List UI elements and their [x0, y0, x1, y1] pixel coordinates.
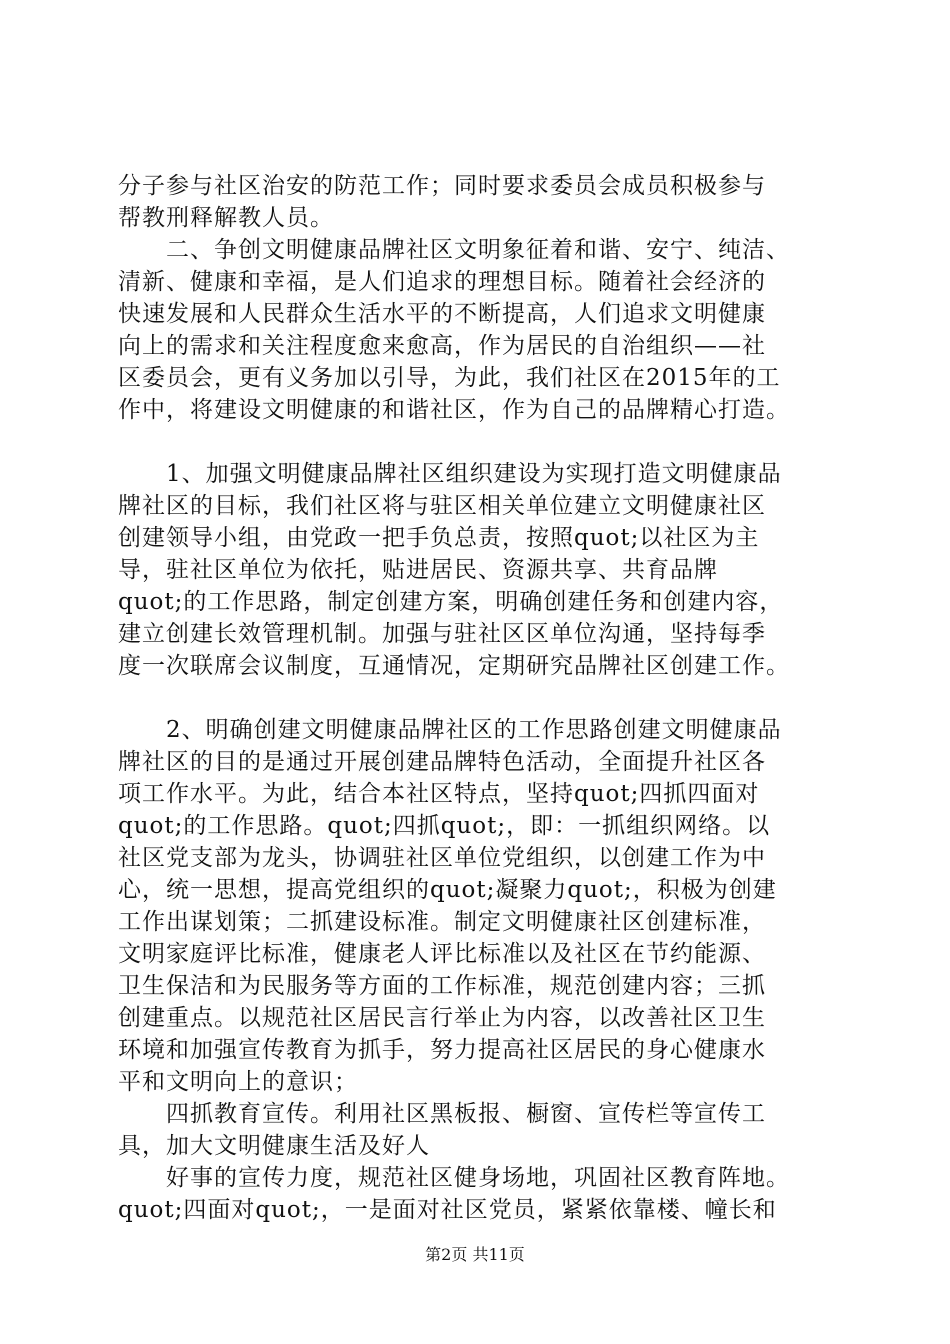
text-line: 好事的宣传力度，规范社区健身场地，巩固社区教育阵地。 — [118, 1165, 790, 1191]
text-line: 建立创建长效管理机制。加强与驻社区区单位沟通，坚持每季 — [118, 621, 766, 647]
text-line: 二、争创文明健康品牌社区文明象征着和谐、安宁、纯洁、 — [118, 237, 790, 263]
text-line: 创建领导小组，由党政一把手负总责，按照quot;以社区为主 — [118, 525, 760, 551]
text-line: 文明家庭评比标准，健康老人评比标准以及社区在节约能源、 — [118, 941, 766, 967]
text-line: quot;四面对quot;，一是面对社区党员，紧紧依靠楼、幢长和 — [118, 1197, 777, 1223]
text-line: 四抓教育宣传。利用社区黑板报、橱窗、宣传栏等宣传工 — [118, 1101, 766, 1127]
text-line: 创建重点。以规范社区居民言行举止为内容，以改善社区卫生 — [118, 1005, 766, 1031]
text-line: 1、加强文明健康品牌社区组织建设为实现打造文明健康品 — [118, 461, 782, 487]
text-line: 平和文明向上的意识； — [118, 1069, 358, 1095]
text-line: 社区党支部为龙头，协调驻社区单位党组织，以创建工作为中 — [118, 845, 766, 871]
text-line: 2、明确创建文明健康品牌社区的工作思路创建文明健康品 — [118, 717, 782, 743]
text-line: 具，加大文明健康生活及好人 — [118, 1133, 430, 1159]
text-line: 区委员会，更有义务加以引导，为此，我们社区在2015年的工 — [118, 365, 781, 391]
text-line: 项工作水平。为此，结合本社区特点，坚持quot;四抓四面对 — [118, 781, 760, 807]
text-line: 牌社区的目的是通过开展创建品牌特色活动，全面提升社区各 — [118, 749, 766, 775]
text-line: 卫生保洁和为民服务等方面的工作标准，规范创建内容；三抓 — [118, 973, 766, 999]
text-line: 心，统一思想，提高党组织的quot;凝聚力quot;，积极为创建 — [118, 877, 777, 903]
text-line: 清新、健康和幸福，是人们追求的理想目标。随着社会经济的 — [118, 269, 766, 295]
text-line: 作中，将建设文明健康的和谐社区，作为自己的品牌精心打造。 — [118, 397, 790, 423]
text-line: quot;的工作思路，制定创建方案，明确创建任务和创建内容， — [118, 589, 784, 615]
paragraph-gap — [118, 426, 838, 458]
document-body — [118, 170, 838, 1226]
text-line: 工作出谋划策；二抓建设标准。制定文明健康社区创建标准， — [118, 909, 766, 935]
page-footer: 第2页 共11页 — [425, 1245, 525, 1264]
paragraph-gap — [118, 682, 838, 714]
text-line: 度一次联席会议制度，互通情况，定期研究品牌社区创建工作。 — [118, 653, 790, 679]
text-line: 快速发展和人民群众生活水平的不断提高，人们追求文明健康 — [118, 301, 766, 327]
text-line: 导，驻社区单位为依托，贴进居民、资源共享、共育品牌 — [118, 557, 718, 583]
text-line: 环境和加强宣传教育为抓手，努力提高社区居民的身心健康水 — [118, 1037, 766, 1063]
text-line: quot;的工作思路。quot;四抓quot;，即：一抓组织网络。以 — [118, 813, 771, 839]
text-line: 向上的需求和关注程度愈来愈高，作为居民的自治组织——社 — [118, 333, 766, 359]
text-line: 分子参与社区治安的防范工作；同时要求委员会成员积极参与 — [118, 173, 766, 199]
text-line: 帮教刑释解教人员。 — [118, 205, 334, 231]
text-line: 牌社区的目标，我们社区将与驻区相关单位建立文明健康社区 — [118, 493, 766, 519]
